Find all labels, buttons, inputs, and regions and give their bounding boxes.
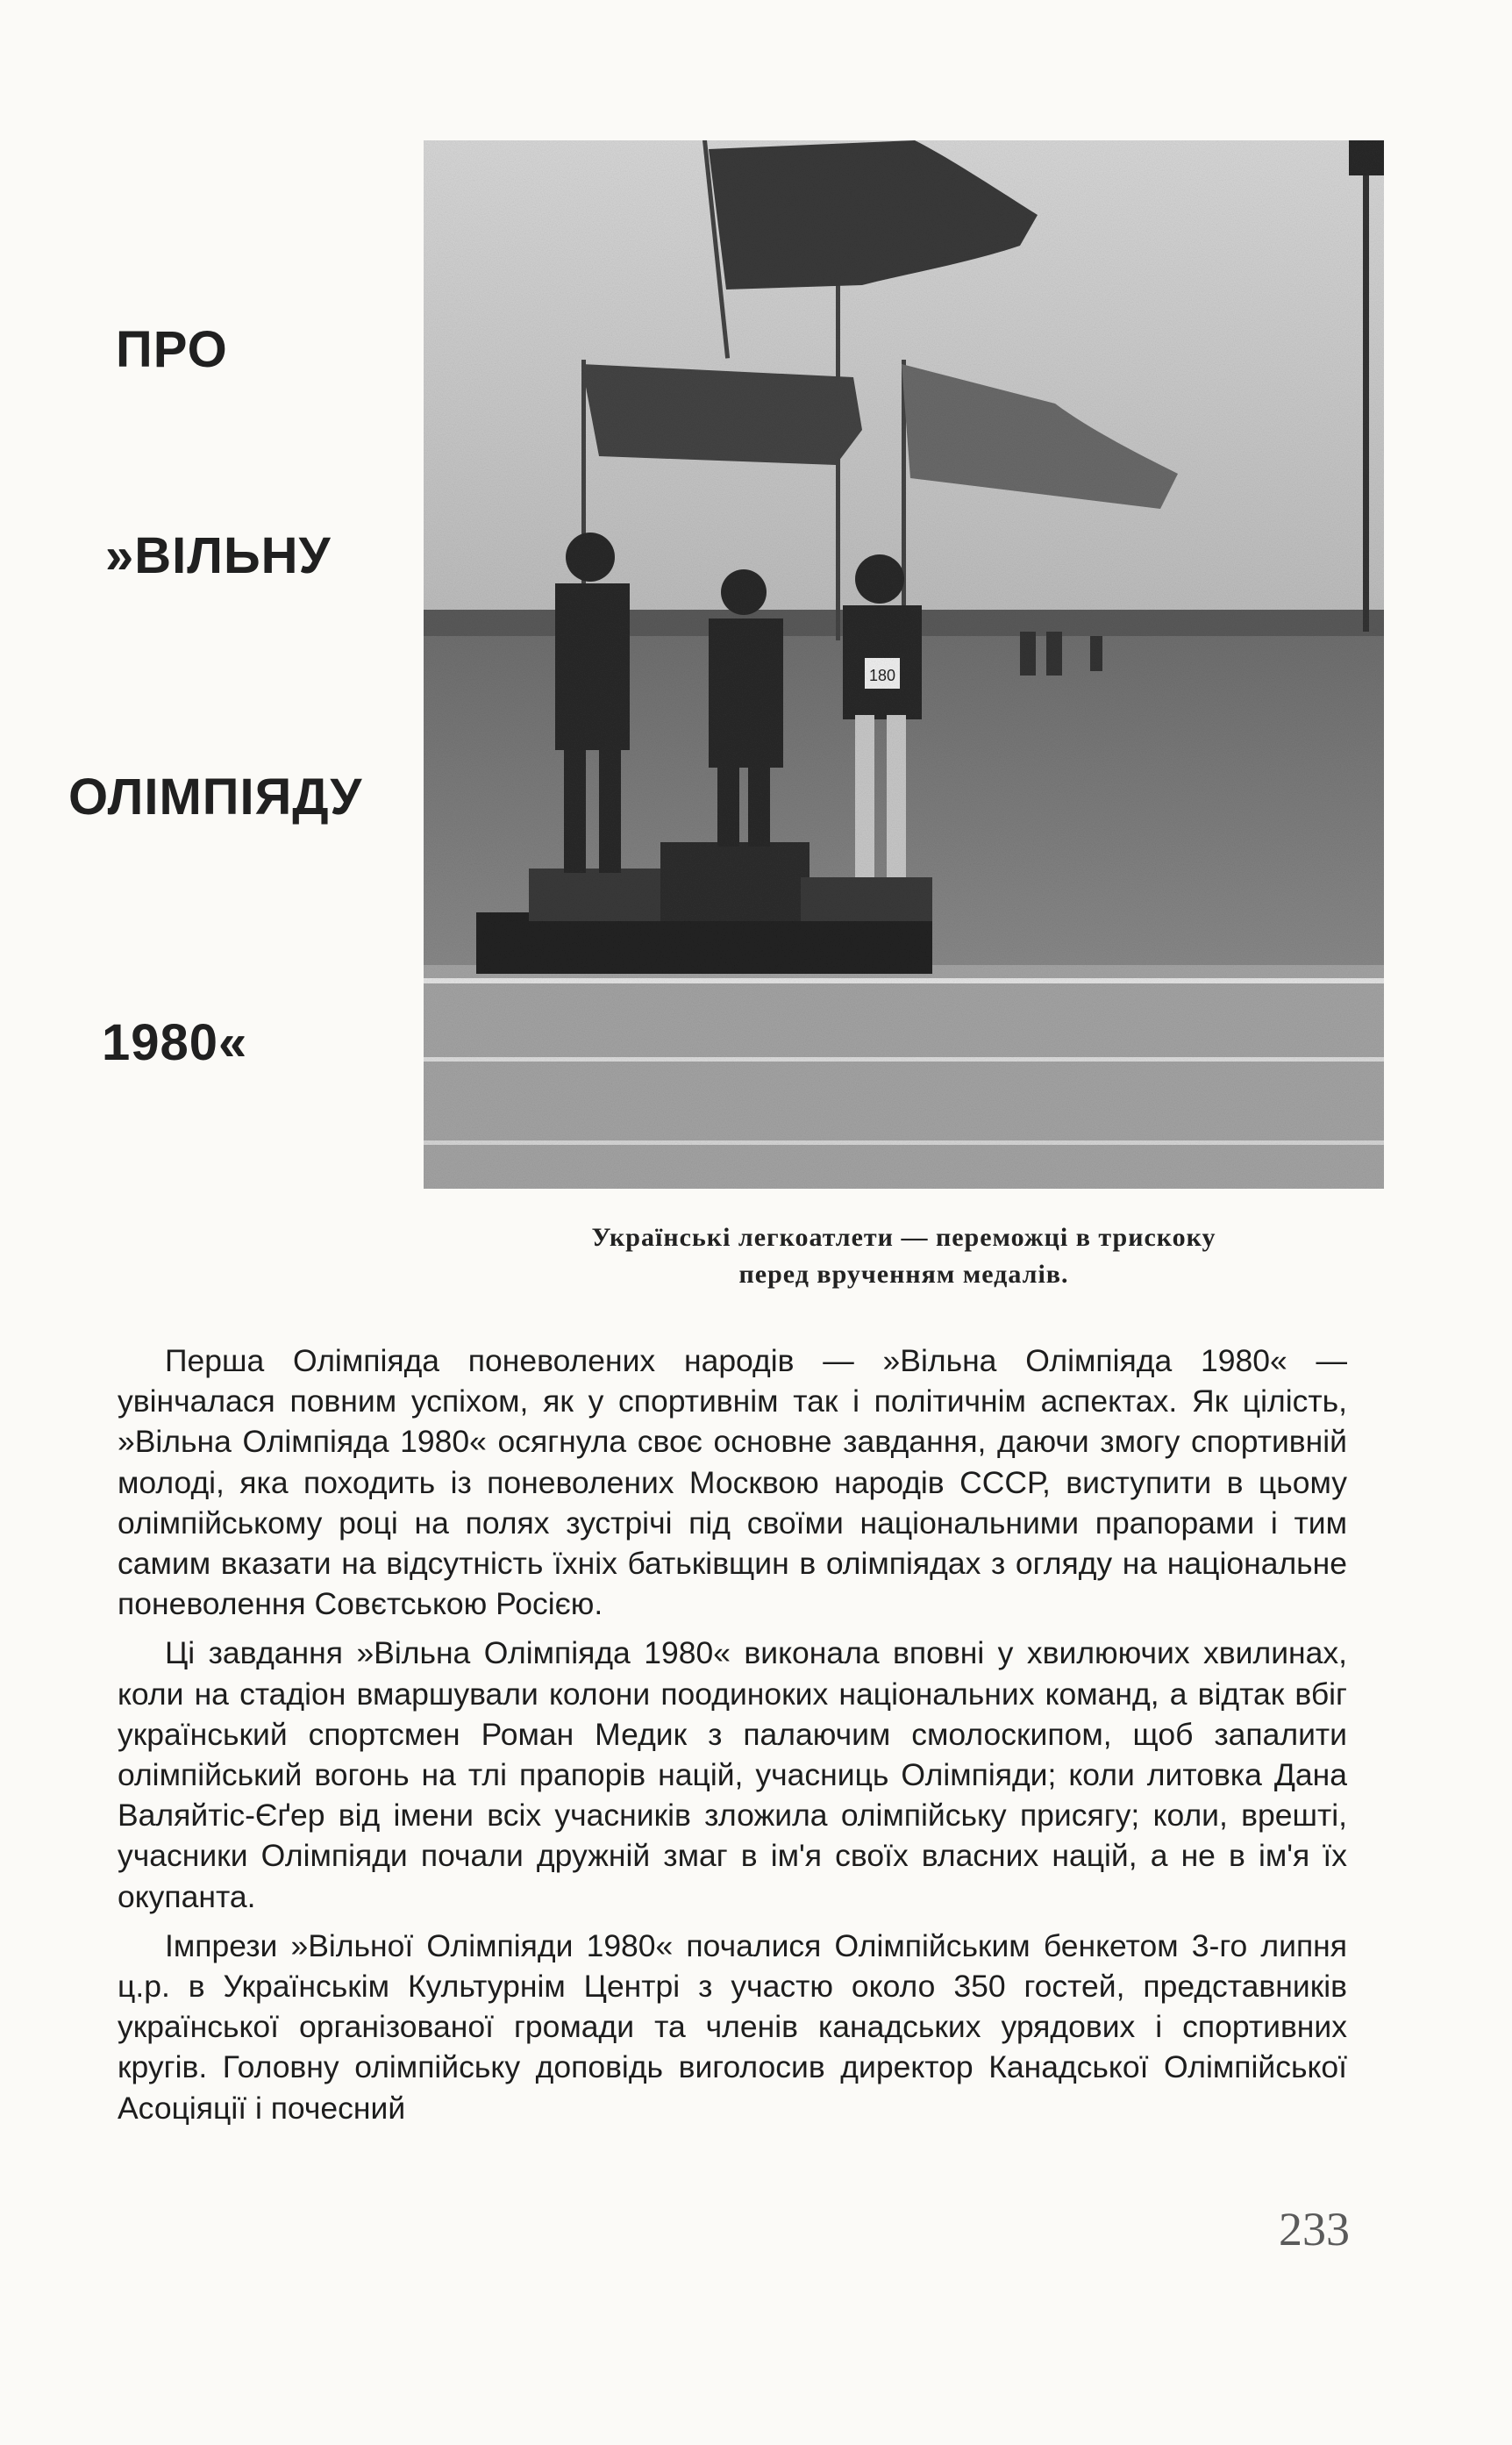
photo-illustration bbox=[424, 140, 1384, 1189]
side-title-line-4: 1980« bbox=[102, 1014, 248, 1071]
page-number: 233 bbox=[1279, 2203, 1350, 2256]
athlete-bib: 180 bbox=[868, 667, 896, 684]
caption-line-1: Українські легкоатлети — переможці в трискоку bbox=[591, 1223, 1216, 1252]
paragraph-3: Імпрези »Вільної Олімпіяди 1980« почалися Олімпійським бенкетом 3-го липня ц.р. в Українськім Культурнім Центрі з участю около 350 гостей, представників української організованої громади та членів канадських урядових і спортивних кругів. Головну олімпійську доповідь виголосив директор Канадської Олімпійської Асоціяції і почесний bbox=[118, 1927, 1347, 2126]
article-body bbox=[118, 1340, 1347, 2137]
side-title-line-1: ПРО bbox=[116, 321, 228, 378]
award-ceremony-photo bbox=[424, 140, 1384, 1189]
paragraph-1: Перша Олімпіяда поневолених народів — »Вільна Олімпіяда 1980« — увінчалася повним успіхом, як у спортивнім так і політичнім аспектах. Як цілість, »Вільна Олімпіяда 1980« осягнула своє основне завдання, даючи змогу спортивній молоді, яка походить із поневолених Москвою народів СССР, виступити в цьому олімпійському році на полях зустрічі під своїми національними прапорами і тим самим вказати на відсутність їхніх батьківщин в олімпіядах з огляду на національне поневолення Совєтською Росією. bbox=[118, 1343, 1347, 1622]
caption-line-2: перед врученням медалів. bbox=[738, 1260, 1069, 1289]
side-title-line-3: ОЛІМПІЯДУ bbox=[68, 769, 363, 826]
paragraph-2: Ці завдання »Вільна Олімпіяда 1980« виконала вповні у хвилюючих хвилинах, коли на стадіон вмаршували колони поодиноких національних команд, а відтак вбіг український спортсмен Роман Медик з палаючим смолоскипом, щоб запалити олімпійський вогонь на тлі прапорів націй, учасниць Олімпіяди; коли литовка Дана Валяйтіс-Єґер від імени всіх учасників зложила олімпійську присягу; коли, врешті, учасники Олімпіяди почали дружній змаг в ім'я своїх власних націй, а не в ім'я їх окупанта. bbox=[118, 1635, 1347, 1914]
side-title-line-2: »ВІЛЬНУ bbox=[105, 527, 332, 584]
photo-caption bbox=[424, 1219, 1384, 1293]
